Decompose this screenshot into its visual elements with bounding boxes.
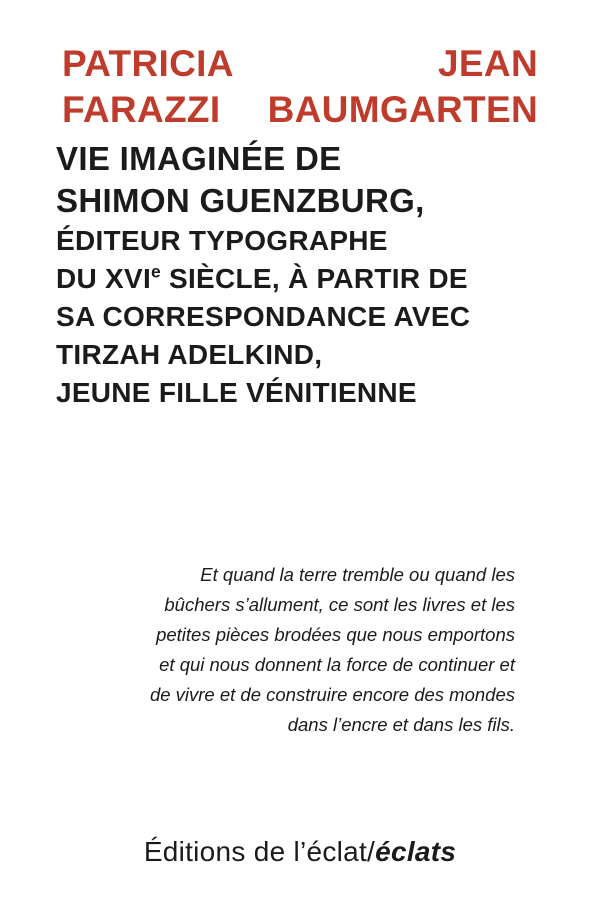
publisher-imprint: éclats [375,836,457,867]
title-line-4-superscript: e [151,261,161,282]
author-2-last-name: BAUMGARTEN [267,88,538,130]
authors-row-last-names [62,88,538,132]
publisher-name: Éditions de l’éclat [143,836,368,867]
title-line-4 [56,260,556,298]
title-line-1: VIE IMAGINÉE DE [56,140,342,177]
page-title [56,138,556,412]
publisher-logotype [0,836,600,868]
title-line-7: JEUNE FILLE VÉNITIENNE [56,377,417,408]
title-line-3: ÉDITEUR TYPOGRAPHE [56,225,388,256]
author-1-first-name: PATRICIA [62,43,234,84]
title-line-4-after: SIÈCLE, À PARTIR DE [160,263,468,294]
author-1-last-name: FARAZZI [62,88,221,130]
authors-row-first-names [62,42,538,86]
cover-quote [95,560,515,740]
quote-line-3: petites pièces brodées que nous emportons [156,624,515,645]
title-line-4-before: DU XVI [56,263,152,294]
quote-line-5: de vivre et de construire encore des mondes [149,684,515,705]
quote-line-2: bûchers s’allument, ce sont les livres et les [164,594,515,615]
quote-line-1: Et quand la terre tremble ou quand les [200,564,515,585]
publisher-separator: / [367,836,376,867]
author-2-first-name: JEAN [438,43,538,84]
title-line-2: SHIMON GUENZBURG, [56,182,425,219]
quote-line-6: dans l’encre et dans les fils. [287,714,515,735]
title-line-6: TIRZAH ADELKIND, [56,339,323,370]
quote-line-4: et qui nous donnent la force de continuer et [159,654,515,675]
authors-block [0,42,600,131]
title-line-5: SA CORRESPONDANCE AVEC [56,301,471,332]
